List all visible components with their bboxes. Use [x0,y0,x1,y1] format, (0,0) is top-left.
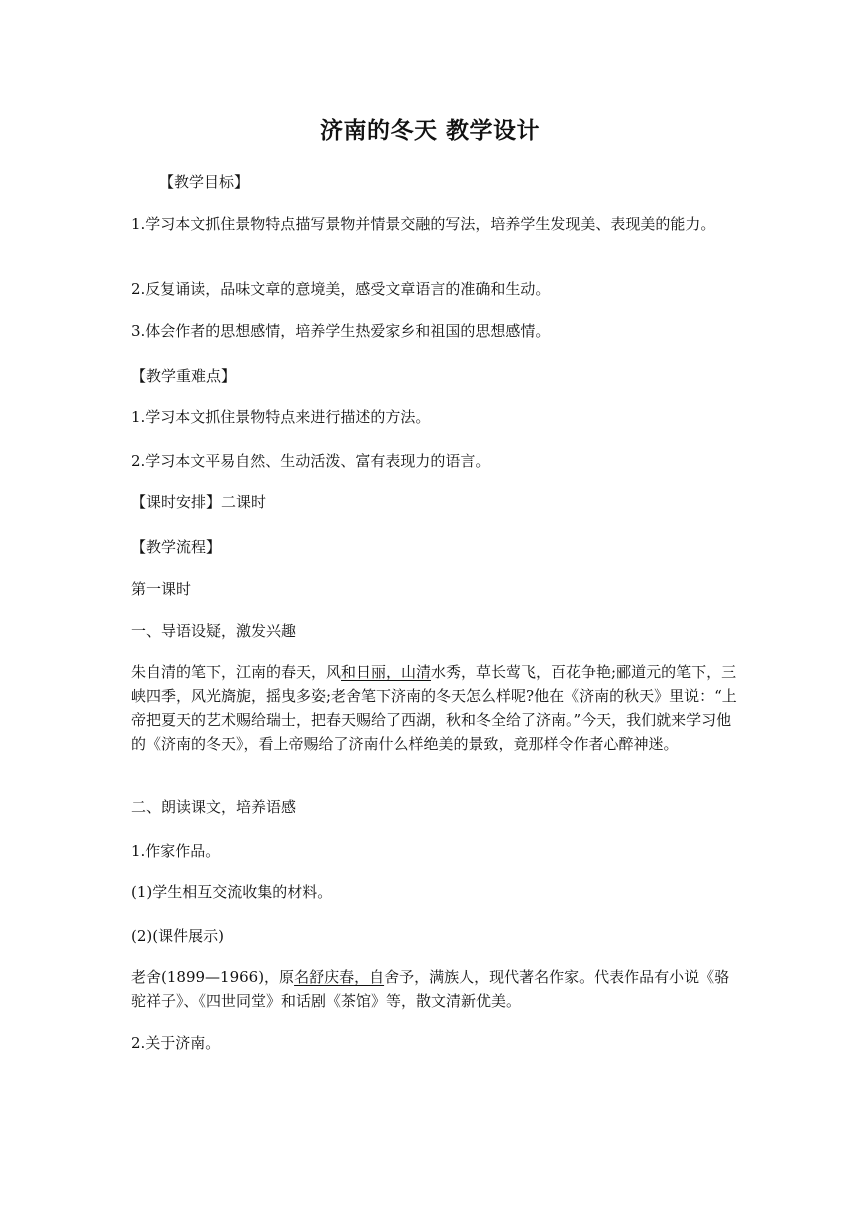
item-2: 2.关于济南。 [131,1034,221,1052]
part-2-heading: 二、朗读课文，培养语感 [131,798,297,816]
goal-2: 2.反复诵读，品味文章的意境美，感受文章语言的准确和生动。 [131,280,551,298]
laoshe-text-start: 老舍(1899—1966)，原 [131,968,295,986]
document-title: 济南的冬天 教学设计 [319,118,540,144]
key-point-1: 1.学习本文抓住景物特点来进行描述的方法。 [131,408,431,426]
intro-paragraph [131,660,741,756]
lesson-1-label: 第一课时 [131,580,192,598]
key-point-2: 2.学习本文平易自然、生动活泼、富有表现力的语言。 [131,452,491,470]
goal-3: 3.体会作者的思想感情，培养学生热爱家乡和祖国的思想感情。 [131,322,551,340]
laoshe-underlined-text: 名舒庆春，自 [294,968,385,986]
intro-text-start: 朱自清的笔下，江南的春天，风 [131,663,342,681]
item-1b: (2)(课件展示) [131,927,224,945]
item-1a: (1)学生相互交流收集的材料。 [131,883,333,901]
schedule-line: 【课时安排】二课时 [131,493,267,511]
laoshe-paragraph [131,965,741,1013]
intro-underlined-text: 和日丽，山清 [341,663,432,681]
section-heading-goals: 【教学目标】 [159,173,250,191]
laoshe-text-rest: 舍予，满族人，现代著名作家。代表作品有小说《骆驼祥子》、《四世同堂》和话剧《茶馆》等，散文清新优美。 [131,968,730,1010]
goal-1: 1.学习本文抓住景物特点描写景物并情景交融的写法，培养学生发现美、表现美的能力。 [131,215,716,233]
section-heading-process: 【教学流程】 [131,538,222,556]
part-1-heading: 一、导语设疑，激发兴趣 [131,622,297,640]
item-1: 1.作家作品。 [131,842,221,860]
intro-text-rest: 水秀，草长莺飞，百花争艳;郦道元的笔下，三峡四季，风光旖旎，摇曳多姿;老舍笔下济南的冬天怎么样呢?他在《济南的秋天》里说：“上帝把夏天的艺术赐给瑞士，把春天赐给了西湖，秋和冬全给了济南。”今天，我们就来学习他的《济南的冬天》，看上帝赐给了济南什么样绝美的景致，竟那样令作者心醉神迷。 [131,663,737,753]
section-heading-key-points: 【教学重难点】 [131,367,237,385]
